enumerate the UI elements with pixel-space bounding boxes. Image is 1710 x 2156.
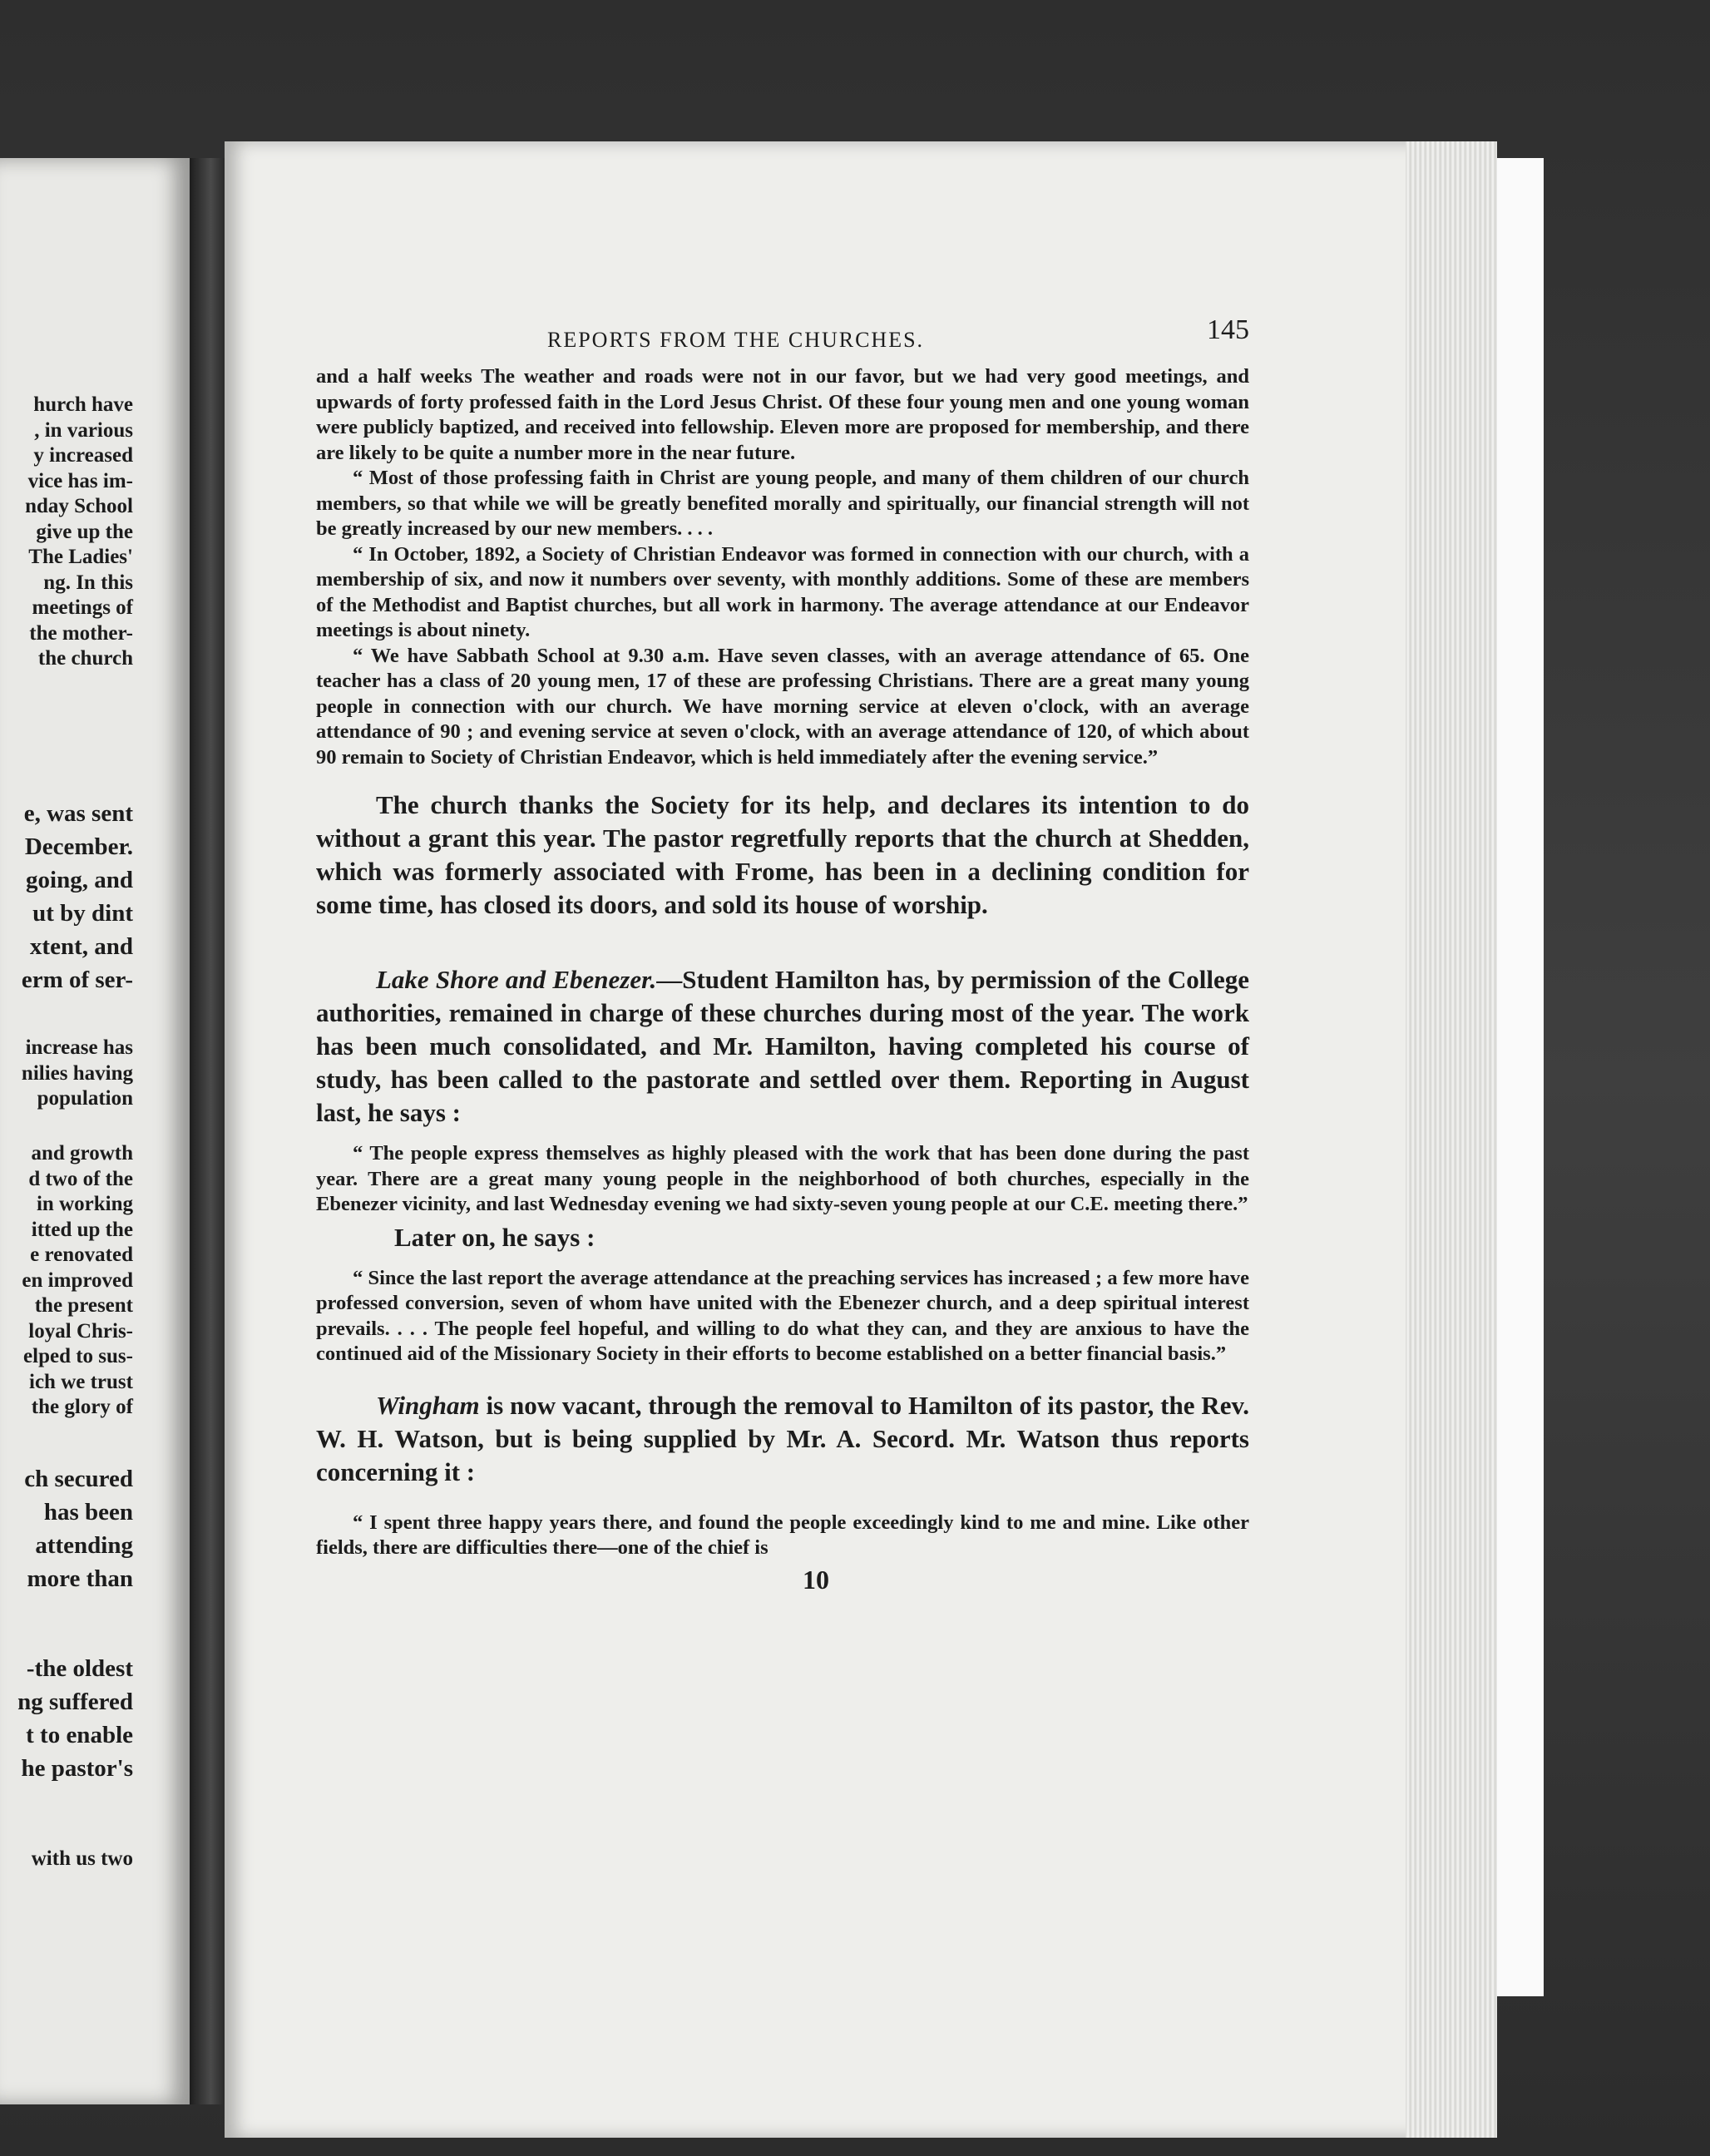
left-page-line: the mother- — [29, 621, 133, 645]
left-page-line: ng suffered — [17, 1689, 133, 1715]
section-title-wingham: Wingham — [376, 1390, 480, 1420]
paragraph-3: “ In October, 1892, a Society of Christian Endeavor was formed in connection with our church, with a membership of six, and now it numbers over seventy, with monthly additions. Some of these are members of the Methodist and Baptist churches, but all work in harmony. The average attendance at our Endeavor meetings is about ninety. — [316, 542, 1249, 641]
left-page-line: attending — [35, 1532, 133, 1559]
left-page-line: increase has — [25, 1036, 133, 1059]
page-content — [316, 306, 1249, 1595]
left-fragment-group-4 — [0, 1141, 133, 1421]
left-page-line: in working — [36, 1193, 133, 1215]
book-gutter — [190, 158, 225, 2104]
page-number: 145 — [1207, 314, 1249, 345]
left-page-line: the present — [34, 1294, 133, 1317]
paragraph-5: The church thanks the Society for its help, and declares its intention to do without a grant this year. The pastor regretfully reports that the church at Shedden, which was formerly associated with Frome, has been in a declining condition for some time, has closed its doors, and sold its house of worship. — [316, 790, 1249, 919]
paragraph-1: and a half weeks The weather and roads were not in our favor, but we had very good meetings, and upwards of forty professed faith in the Lord Jesus Christ. Of these four young men and one young woman were publicly baptized, and received into fellowship. Eleven more are proposed for membership, and there are likely to be quite a number more in the near future. — [316, 365, 1249, 464]
paragraph-6-body: —Student Hamilton has, by permission of the College authorities, remained in charge of these churches during most of the year. The work has been much consolidated, and Mr. Hamilton, having completed his course of study, has been called to the pastorate and settled over them. Reporting in August last, he says : — [316, 965, 1249, 1127]
paragraph-11: “ I spent three happy years there, and found the people exceedingly kind to me and mine. Like other fields, there are difficulties there—one of the chief is — [316, 1511, 1249, 1559]
page-edges — [1406, 141, 1497, 2138]
left-page-line: with us two — [31, 1847, 133, 1870]
left-page-line: e, was sent — [23, 800, 133, 827]
left-page-line: -the oldest — [26, 1655, 133, 1682]
running-head: REPORTS FROM THE CHURCHES. — [547, 328, 925, 352]
left-page-line: t to enable — [26, 1722, 133, 1748]
paragraph-10 — [316, 1389, 1249, 1489]
paper-strip — [1497, 158, 1544, 1996]
left-page-line: ich we trust — [29, 1370, 133, 1393]
left-page-line: erm of ser- — [21, 967, 133, 993]
left-page-line: December. — [24, 833, 133, 860]
left-page — [0, 158, 190, 2104]
left-page-line: ut by dint — [32, 900, 133, 927]
signature-number: 10 — [803, 1564, 829, 1595]
left-page-line: the church — [37, 647, 133, 670]
left-page-line: the glory of — [31, 1396, 133, 1418]
left-page-line: loyal Chris- — [28, 1319, 133, 1343]
left-fragment-group-7 — [0, 1847, 133, 1872]
left-page-line: ch secured — [24, 1466, 133, 1492]
left-page-line: more than — [27, 1565, 133, 1592]
left-page-line: population — [37, 1087, 133, 1110]
left-fragment-group-2 — [0, 797, 133, 996]
page-header — [316, 306, 1249, 356]
paragraph-9: “ Since the last report the average attendance at the preaching services has increased ; a few more have professed conversion, seven of whom have united with the Ebenezer church, and a deep spiritual interest prevails. . . . The people feel hopeful, and willing to do what they can, and they are anxious to have the continued aid of the Missionary Society in their efforts to become established on a better financial basis.” — [316, 1266, 1249, 1365]
left-fragment-group-6 — [0, 1652, 133, 1785]
left-page-line: en improved — [22, 1268, 133, 1292]
left-page-line: going, and — [26, 867, 133, 893]
left-page-line: he pastor's — [21, 1755, 133, 1782]
left-page-line: e renovated — [30, 1244, 133, 1266]
section-title-lake-shore: Lake Shore and Ebenezer. — [376, 965, 657, 994]
left-page-line: hurch have — [33, 393, 133, 416]
left-page-line: y increased — [33, 444, 133, 467]
paragraph-2: “ Most of those professing faith in Christ are young people, and many of them children of our church members, so that while we will be greatly benefited morally and spiritually, our financial strength will not be greatly increased by our new members. . . . — [316, 467, 1249, 540]
paragraph-10-body: is now vacant, through the removal to Hamilton of its pastor, the Rev. W. H. Watson, but is being supplied by Mr. A. Secord. Mr. Watson thus reports concerning it : — [316, 1390, 1249, 1486]
left-fragment-group-5 — [0, 1462, 133, 1595]
left-page-line: itted up the — [31, 1218, 133, 1241]
left-page-line: , in various — [34, 418, 133, 442]
left-page-line: and growth — [31, 1142, 133, 1165]
left-page-line: ng. In this — [43, 571, 133, 594]
left-page-line: give up the — [36, 520, 133, 543]
left-page-line: has been — [43, 1499, 133, 1526]
left-fragment-group-3 — [0, 1036, 133, 1112]
left-page-line: nilies having — [21, 1061, 133, 1085]
left-page-line: The Ladies' — [28, 546, 133, 568]
paragraph-6 — [316, 963, 1249, 1130]
left-page-line: nday School — [25, 495, 133, 517]
left-page-line: meetings of — [32, 596, 133, 619]
left-page-line: d two of the — [28, 1167, 133, 1190]
left-page-line: vice has im- — [27, 469, 133, 492]
left-page-line: xtent, and — [29, 933, 133, 960]
paragraph-7: “ The people express themselves as highly pleased with the work that has been done during the past year. There are a great many young people in the neighborhood of both churches, especially in the Ebenezer vicinity, and last Wednesday evening we had sixty-seven young people at our C.E. meeting there.” — [316, 1142, 1249, 1215]
left-page-line: elped to sus- — [23, 1345, 133, 1367]
paragraph-8: Later on, he says : — [394, 1222, 596, 1252]
left-fragment-group-1 — [0, 393, 133, 672]
paragraph-4: “ We have Sabbath School at 9.30 a.m. Have seven classes, with an average attendance of 65. One teacher has a class of 20 young men, 17 of these are professing Christians. There are a great many young people in connection with our church. We have morning service at eleven o'clock, with an average attendance of 90 ; and evening service at seven o'clock, with an average attendance of 120, of which about 90 remain to Society of Christian Endeavor, which is held immediately after the evening service.” — [316, 644, 1249, 769]
